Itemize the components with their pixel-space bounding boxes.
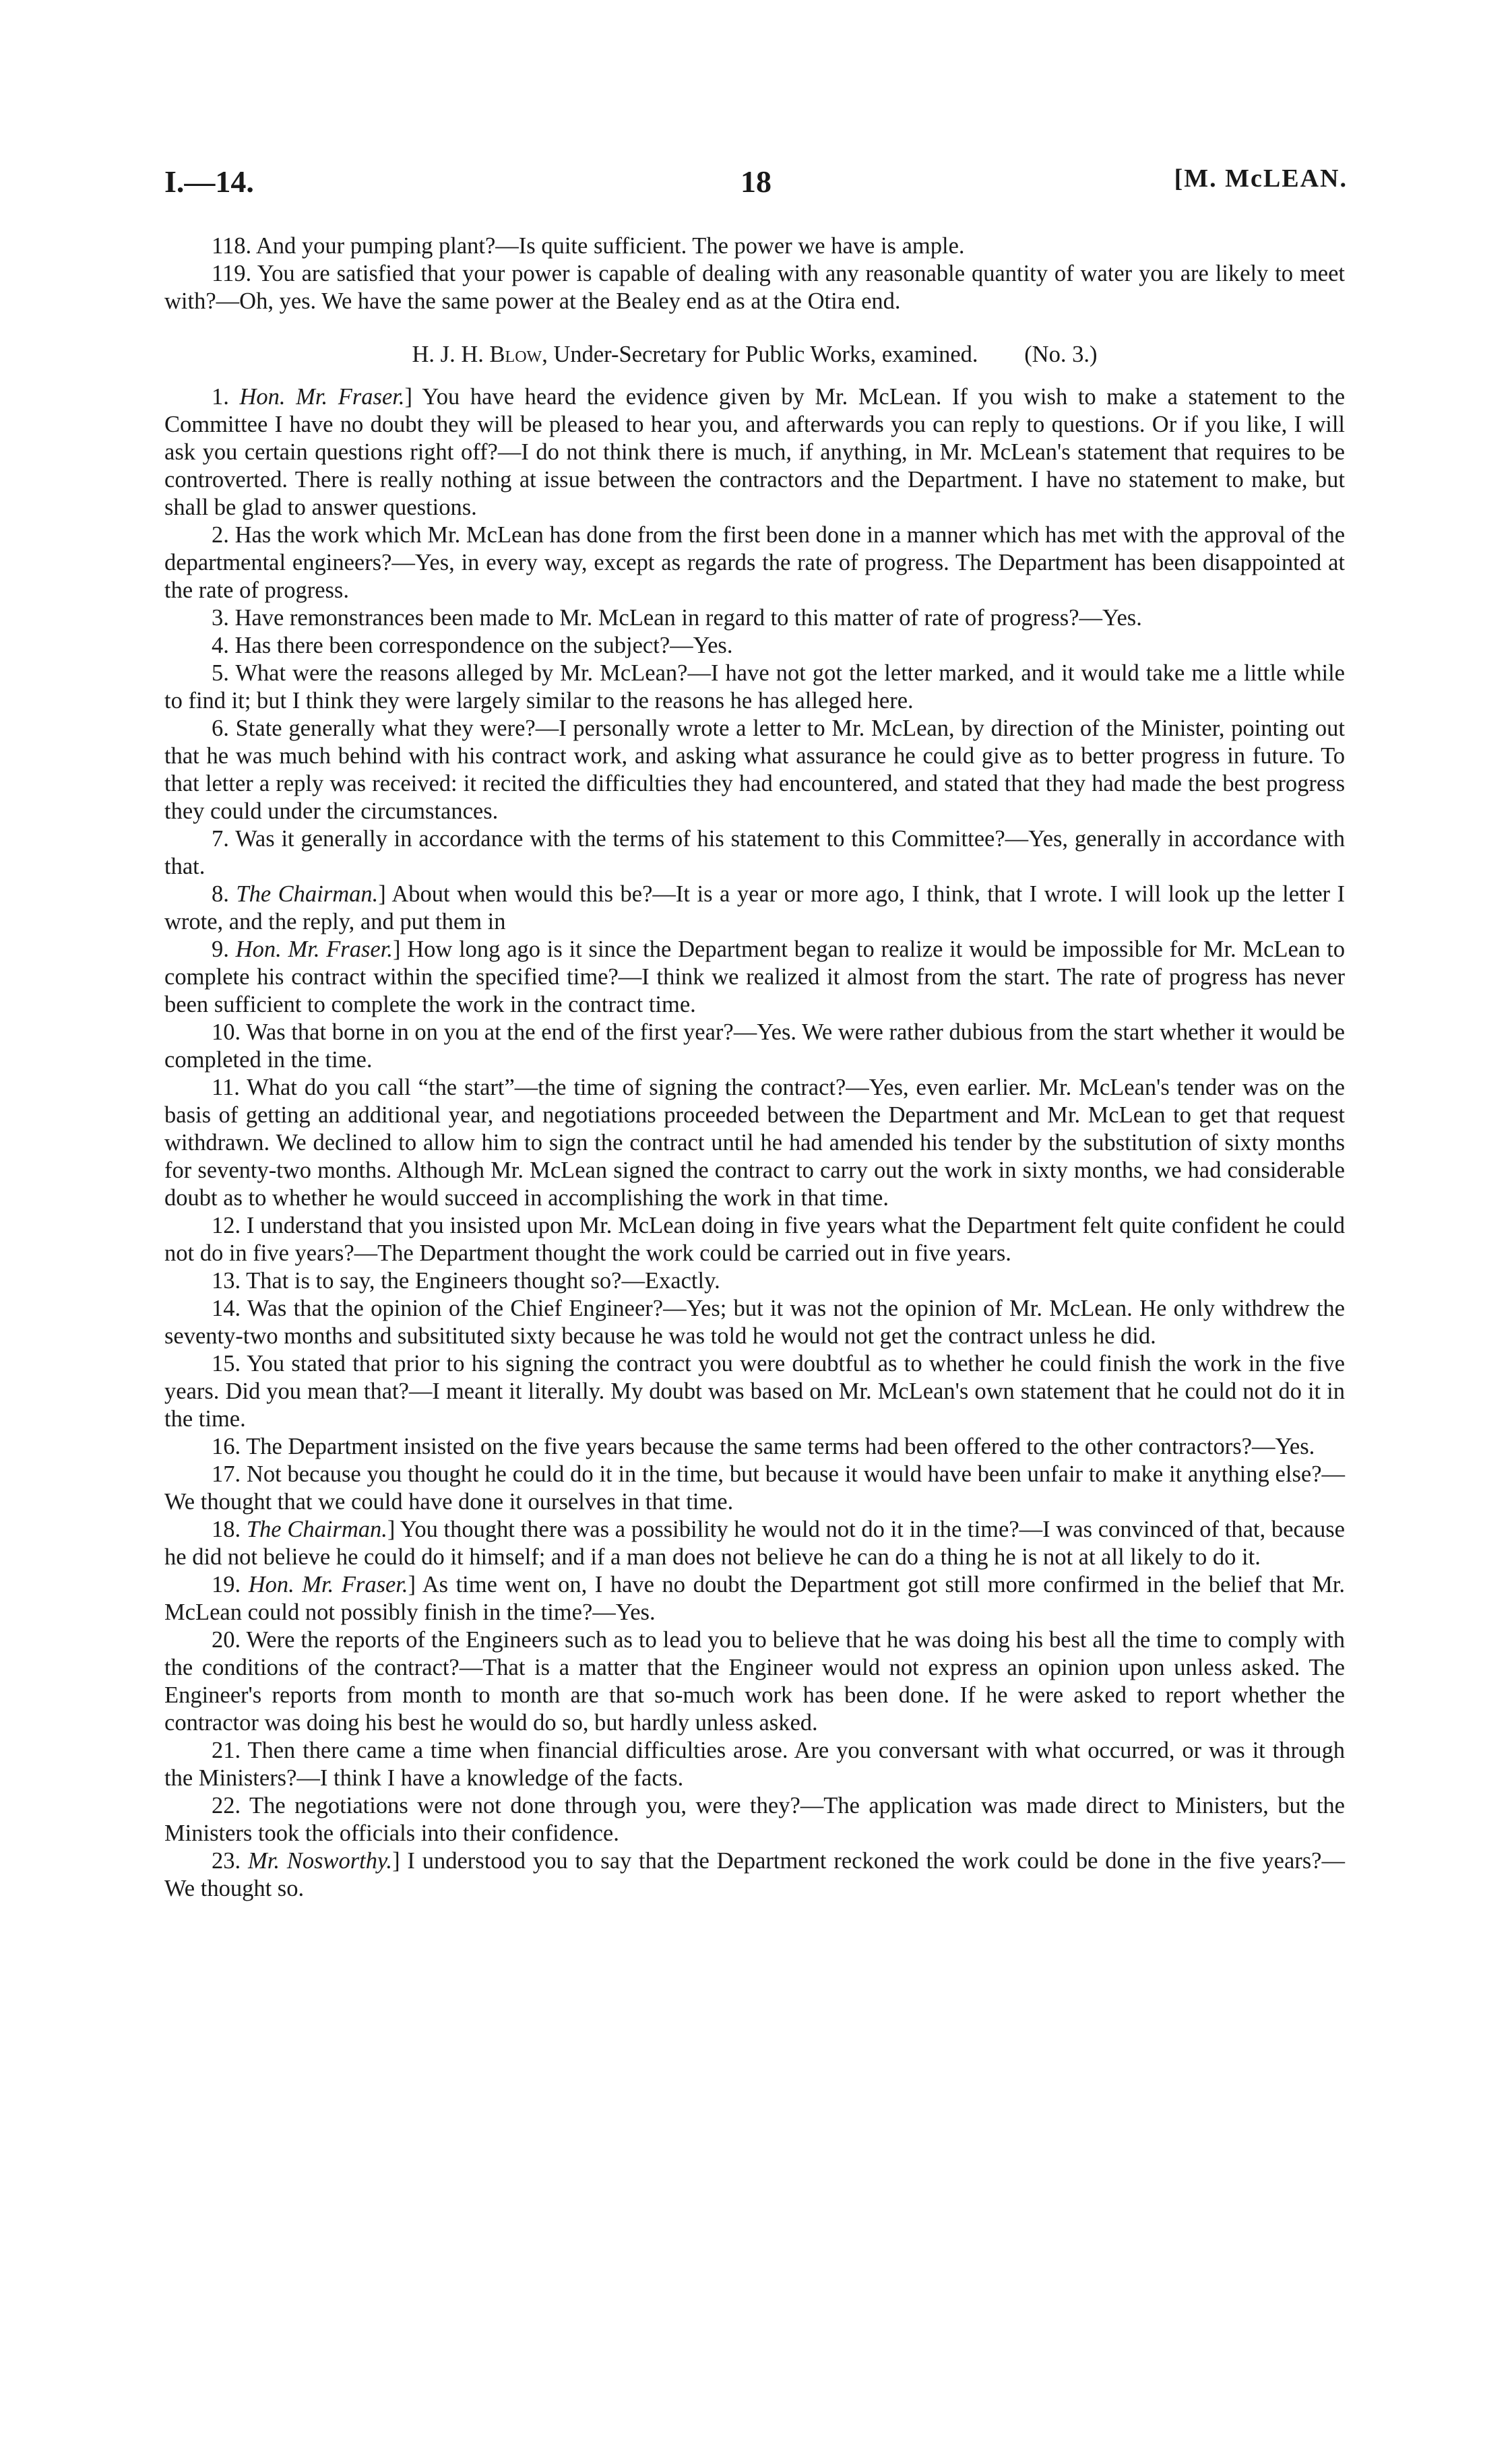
- qa-paragraph: [164, 1295, 1345, 1350]
- question-number: 1.: [212, 384, 229, 410]
- question-number: 6.: [212, 716, 229, 741]
- paragraph-text: You have heard the evidence given by Mr. McLean. If you wish to make a statement to the Committee I have no doubt they will be pleased to hear you, and afterwards you can reply to questions. Or if you like, I will ask you certain questions right off?—I do not think there is much, if anything, in Mr. McLean's statement that requires to be controverted. There is really nothing at issue between the contractors and the Department. I have no statement to make, but shall be glad to answer questions.: [164, 384, 1346, 520]
- paragraph-text: The Department insisted on the five years because the same terms had been offered to the other contractors?—Yes.: [246, 1434, 1315, 1459]
- paragraph-text: Was that borne in on you at the end of the first year?—Yes. We were rather dubious from the start whether it would be completed in the time.: [164, 1019, 1345, 1073]
- witness-name: [M. McLEAN.: [1174, 164, 1348, 193]
- question-number: 3.: [212, 605, 229, 631]
- paragraph-text: I understand that you insisted upon Mr. McLean doing in five years what the Department felt quite confident he could not do in five years?—The Department thought the work could be carried out in five years.: [164, 1213, 1345, 1266]
- qa-paragraph: [164, 715, 1345, 825]
- qa-paragraph: 9. Hon. Mr. Fraser.] How long ago is it since the Department began to realize it would be impossible for Mr. McLean to complete his contract within the specified time?—I think we realized it almost from the start. The rate of progress has never been sufficient to complete the work in the contract time.: [164, 937, 1345, 1017]
- paragraph-text: What do you call “the start”—the time of signing the contract?—Yes, even earlier. Mr. McLean's tender was on the basis of getting an additional year, and negotiations proceeded between the Department and Mr. McLean to get that request withdrawn. We declined to allow him to sign the contract until he had amended his tender by the substitution of sixty months for seventy-two months. Although Mr. McLean signed the contract to carry out the work in sixty months, we had considerable doubt as to whether he would succeed in accomplishing the work in that time.: [164, 1075, 1345, 1211]
- qa-paragraph: [164, 1433, 1345, 1461]
- qa-paragraph: 1. Hon. Mr. Fraser.] You have heard the evidence given by Mr. McLean. If you wish to make a statement to the Committee I have no doubt they will be pleased to hear you, and afterwards you can reply to questions. Or if you like, I will ask you certain questions right off?—I do not think there is much, if anything, in Mr. McLean's statement that requires to be controverted. There is really nothing at issue between the contractors and the Department. I have no statement to make, but shall be glad to answer questions.: [164, 384, 1346, 520]
- qa-paragraph: [164, 604, 1345, 632]
- question-number: 8.: [212, 881, 229, 907]
- question-number: 5.: [212, 660, 229, 686]
- paragraph-text: Have remonstrances been made to Mr. McLean in regard to this matter of rate of progress?—Yes.: [234, 605, 1142, 631]
- speaker-name: The Chairman.: [246, 1517, 387, 1542]
- page-header: [164, 164, 1348, 204]
- question-number: 14.: [212, 1296, 241, 1321]
- question-number: 17.: [212, 1461, 241, 1487]
- qa-paragraph: 19. Hon. Mr. Fraser.] As time went on, I have no doubt the Department got still more confirmed in the belief that Mr. McLean could not possibly finish in the time?—Yes.: [164, 1572, 1345, 1625]
- document-reference: I.—14.: [164, 164, 254, 199]
- body-text: [164, 232, 1345, 1903]
- paragraph-text: I understood you to say that the Department reckoned the work could be done in the five years?—We thought so.: [164, 1848, 1345, 1901]
- qa-paragraph: [164, 1019, 1345, 1074]
- question-number: 21.: [212, 1738, 241, 1763]
- qa-paragraph: [164, 1267, 1345, 1295]
- paragraph-text: About when would this be?—It is a year or more ago, I think, that I wrote. I will look up the letter I wrote, and the reply, and put them in: [164, 881, 1346, 934]
- speaker-name: Hon. Mr. Fraser.: [239, 384, 405, 410]
- speaker-name: Mr. Nosworthy.: [247, 1848, 393, 1874]
- examination-number: (No. 3.): [1024, 342, 1098, 367]
- question-number: 9.: [212, 937, 229, 962]
- intro-section: [164, 232, 1345, 315]
- paragraph-text: Not because you thought he could do it in the time, but because it would have been unfair to make it anything else?—We thought that we could have done it ourselves in that time.: [164, 1461, 1346, 1515]
- qa-paragraph: [164, 825, 1345, 881]
- question-number: 10.: [212, 1019, 241, 1045]
- paragraph-text: As time went on, I have no doubt the Department got still more confirmed in the belief that Mr. McLean could not possibly finish in the time?—Yes.: [164, 1572, 1345, 1625]
- speaker-name: Hon. Mr. Fraser.: [248, 1572, 408, 1597]
- question-number: 16.: [212, 1434, 241, 1459]
- qa-paragraph: 8. The Chairman.] About when would this be?—It is a year or more ago, I think, that I wrote. I will look up the letter I wrote, and the reply, and put them in: [164, 881, 1346, 934]
- qa-paragraph: [164, 1461, 1345, 1516]
- section-heading: [164, 341, 1345, 369]
- paragraph-text: Has the work which Mr. McLean has done from the first been done in a manner which has met with the approval of the departmental engineers?—Yes, in every way, except as regards the rate of progress. The Department has been disappointed at the rate of progress.: [164, 522, 1346, 603]
- qa-paragraph: [164, 1792, 1345, 1847]
- qa-paragraph: [164, 521, 1345, 604]
- witness-surname: Blow: [489, 342, 542, 367]
- paragraph: 118. And your pumping plant?—Is quite sufficient. The power we have is ample.: [212, 233, 965, 259]
- paragraph-text: Was it generally in accordance with the terms of his statement to this Committee?—Yes, generally in accordance with that.: [164, 826, 1345, 879]
- question-number: 4.: [212, 633, 229, 658]
- qa-paragraph: 18. The Chairman.] You thought there was a possibility he would not do it in the time?—I was convinced of that, because he did not believe he could do it himself; and if a man does not believe he can do a thing he is not at all likely to do it.: [164, 1517, 1345, 1570]
- paragraph-text: What were the reasons alleged by Mr. McLean?—I have not got the letter marked, and it would take me a little while to find it; but I think they were largely similar to the reasons he has alleged here.: [164, 660, 1345, 713]
- paragraph-text: Has there been correspondence on the subject?—Yes.: [234, 633, 733, 658]
- question-number: 23.: [212, 1848, 241, 1874]
- question-number: 11.: [212, 1075, 240, 1100]
- qa-paragraph: [164, 1626, 1345, 1737]
- page-number: 18: [741, 164, 771, 199]
- paragraph-text: Was that the opinion of the Chief Engineer?—Yes; but it was not the opinion of Mr. McLean. He only withdrew the seventy-two months and subsitituted sixty because he was told he would not get the contract unless he did.: [164, 1296, 1345, 1349]
- speaker-name: Hon. Mr. Fraser.: [235, 937, 393, 962]
- paragraph-text: That is to say, the Engineers thought so?—Exactly.: [246, 1268, 720, 1294]
- qa-paragraph: [164, 632, 1345, 660]
- question-number: 13.: [212, 1268, 241, 1294]
- qa-paragraph: 23. Mr. Nosworthy.] I understood you to say that the Department reckoned the work could be done in the five years?—We thought so.: [164, 1848, 1345, 1901]
- paragraph-text: You stated that prior to his signing the contract you were doubtful as to whether he could finish the work in the five years. Did you mean that?—I meant it literally. My doubt was based on Mr. McLean's own statement that he could not do it in the time.: [164, 1351, 1345, 1432]
- question-number: 2.: [212, 522, 229, 548]
- paragraph-text: Were the reports of the Engineers such as to lead you to believe that he was doing his best all the time to comply with the conditions of the contract?—That is a matter that the Engineer would not express an opinion upon unless asked. The Engineer's reports from month to month are that so-much work has been done. If he were asked to report whether the contractor was doing his best he would do so, but hardly unless asked.: [164, 1627, 1345, 1736]
- paragraph-text: State generally what they were?—I personally wrote a letter to Mr. McLean, by direction of the Minister, pointing out that he was much behind with his contract work, and asking what assurance he could give as to better progress in future. To that letter a reply was received: it recited the difficulties they had encountered, and stated that they had made the best progress they could under the circumstances.: [164, 716, 1346, 824]
- question-number: 12.: [212, 1213, 241, 1238]
- question-number: 22.: [212, 1793, 241, 1818]
- question-number: 15.: [212, 1351, 241, 1376]
- paragraph-text: You thought there was a possibility he would not do it in the time?—I was convinced of that, because he did not believe he could do it himself; and if a man does not believe he can do a thing he is not at all likely to do it.: [164, 1517, 1345, 1570]
- qa-paragraph: [164, 1350, 1345, 1433]
- qa-paragraph: [164, 660, 1345, 715]
- question-number: 18.: [212, 1517, 241, 1542]
- examination-paragraphs: [164, 383, 1345, 1903]
- qa-paragraph: [164, 1074, 1345, 1212]
- speaker-name: The Chairman.: [236, 881, 379, 907]
- paragraph-text: The negotiations were not done through you, were they?—The application was made direct to Ministers, but the Ministers took the officials into their confidence.: [164, 1793, 1345, 1846]
- question-number: 19.: [212, 1572, 241, 1597]
- paragraph-text: How long ago is it since the Department began to realize it would be impossible for Mr. McLean to complete his contract within the specified time?—I think we realized it almost from the start. The rate of progress has never been sufficient to complete the work in the contract time.: [164, 937, 1345, 1017]
- witness-title: , Under-Secretary for Public Works, examined.: [542, 342, 978, 367]
- qa-paragraph: [164, 1737, 1345, 1792]
- paragraph-text: Then there came a time when financial difficulties arose. Are you conversant with what occurred, or was it through the Ministers?—I think I have a knowledge of the facts.: [164, 1738, 1345, 1791]
- question-number: 7.: [212, 826, 229, 852]
- question-number: 20.: [212, 1627, 241, 1653]
- witness-initials: H. J. H.: [412, 342, 484, 367]
- qa-paragraph: [164, 1212, 1345, 1267]
- paragraph: 119. You are satisfied that your power is capable of dealing with any reasonable quantity of water you are likely to meet with?—Oh, yes. We have the same power at the Bealey end as at the Otira end.: [164, 261, 1345, 314]
